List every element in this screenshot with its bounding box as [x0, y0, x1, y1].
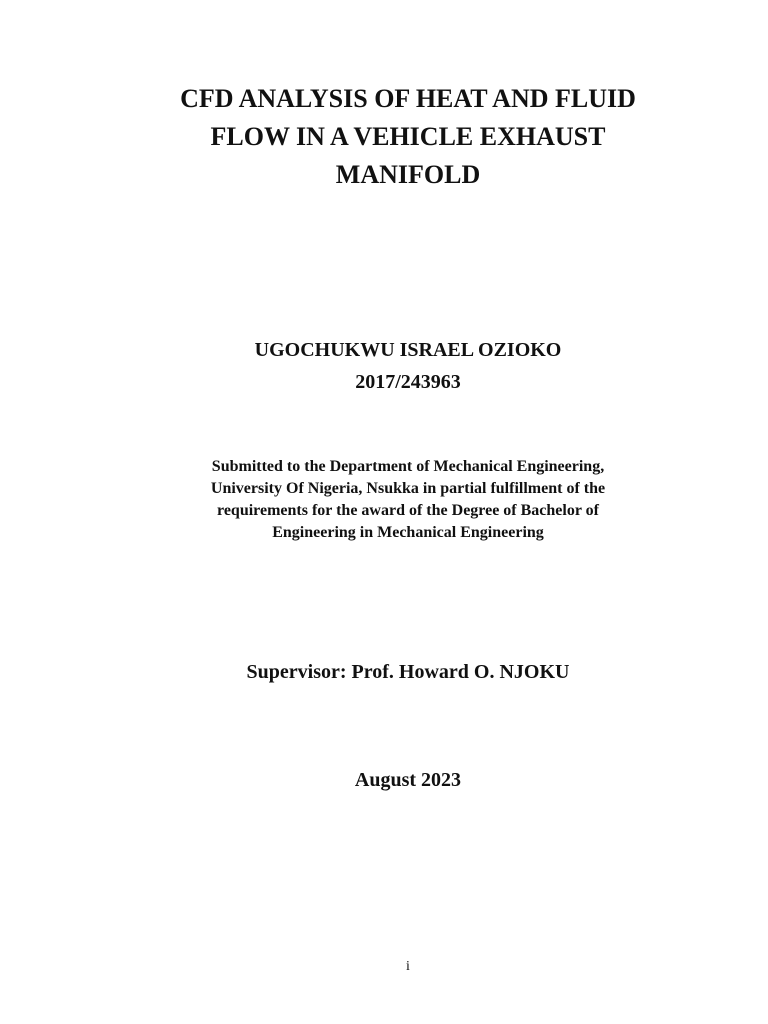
submission-line: requirements for the award of the Degree of Bachelor of — [217, 502, 599, 519]
supervisor-text: Supervisor: Prof. Howard O. NJOKU — [246, 661, 570, 683]
submission-line: Submitted to the Department of Mechanical Engineering, — [211, 458, 605, 475]
title-line: FLOW IN A VEHICLE EXHAUST — [210, 122, 606, 151]
submission-line: Engineering in Mechanical Engineering — [272, 524, 544, 541]
author-name: UGOCHUKWU ISRAEL OZIOKO — [254, 339, 562, 361]
submission-statement — [24, 456, 768, 544]
date-text: August 2023 — [354, 769, 462, 791]
thesis-title — [24, 80, 768, 194]
submission-date — [24, 766, 768, 794]
author-block — [24, 334, 768, 398]
page-number: i — [406, 959, 410, 974]
supervisor-line — [24, 658, 768, 686]
title-line: CFD ANALYSIS OF HEAT AND FLUID — [180, 84, 636, 113]
registration-number: 2017/243963 — [355, 371, 461, 393]
title-line: MANIFOLD — [335, 160, 481, 189]
submission-line: University Of Nigeria, Nsukka in partial fulfillment of the — [210, 480, 606, 497]
